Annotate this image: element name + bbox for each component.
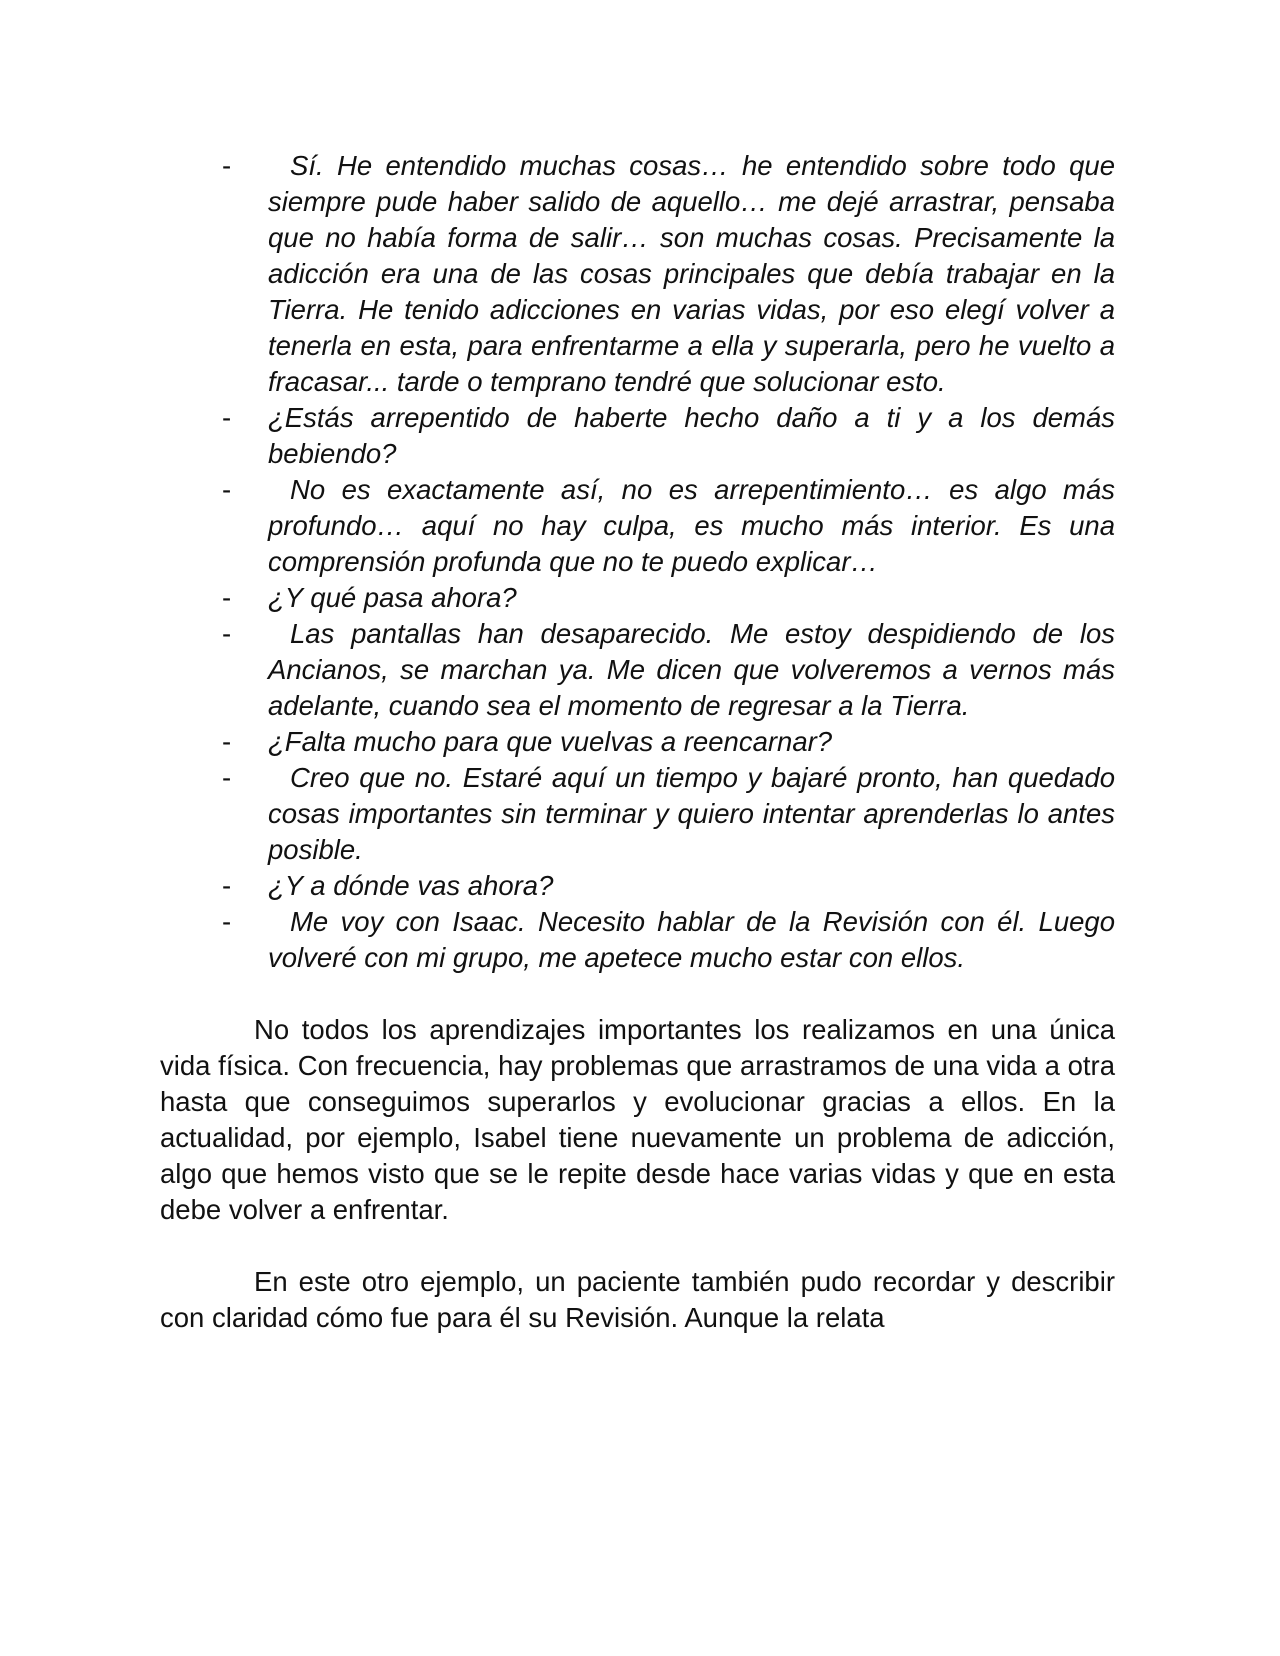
dialogue-text: Las pantallas han desaparecido. Me estoy despidiendo de los Ancianos, se marchan ya. Me dicen que volveremos a vernos más adelante, cuando sea el momento de regresar a la Tierra. xyxy=(268,618,1115,721)
dialogue-dash: - xyxy=(222,474,232,505)
dialogue-text: ¿Y a dónde vas ahora? xyxy=(268,870,554,901)
dialogue-text: Creo que no. Estaré aquí un tiempo y bajaré pronto, han quedado cosas importantes sin terminar y quiero intentar aprenderlas lo antes posible. xyxy=(268,762,1115,865)
dialogue-text: ¿Falta mucho para que vuelvas a reencarnar? xyxy=(268,726,833,757)
dialogue-dash: - xyxy=(222,906,232,937)
dialogue-list xyxy=(160,148,1115,976)
dialogue-text: Sí. He entendido muchas cosas… he entendido sobre todo que siempre pude haber salido de aquello… me dejé arrastrar, pensaba que no había forma de salir… son muchas cosas. Precisamente la adicción era una de las cosas principales que debía trabajar en la Tierra. He tenido adicciones en varias vidas, por eso elegí volver a tenerla en esta, para enfrentarme a ella y superarla, pero he vuelto a fracasar... tarde o temprano tendré que solucionar esto. xyxy=(268,150,1115,397)
dialogue-dash: - xyxy=(222,150,232,181)
dialogue-line xyxy=(160,724,1115,760)
dialogue-line xyxy=(160,580,1115,616)
dialogue-dash: - xyxy=(222,402,232,433)
dialogue-line xyxy=(160,472,1115,580)
dialogue-line xyxy=(160,400,1115,472)
dialogue-line xyxy=(160,148,1115,400)
dialogue-line xyxy=(160,616,1115,724)
dialogue-text: Me voy con Isaac. Necesito hablar de la Revisión con él. Luego volveré con mi grupo, me apetece mucho estar con ellos. xyxy=(268,906,1115,973)
dialogue-text: ¿Y qué pasa ahora? xyxy=(268,582,517,613)
body-paragraph: No todos los aprendizajes importantes los realizamos en una única vida física. Con frecuencia, hay problemas que arrastramos de una vida a otra hasta que conseguimos superarlos y evolucionar gracias a ellos. En la actualidad, por ejemplo, Isabel tiene nuevamente un problema de adicción, algo que hemos visto que se le repite desde hace varias vidas y que en esta debe volver a enfrentar. xyxy=(160,1014,1115,1225)
dialogue-dash: - xyxy=(222,870,232,901)
dialogue-text: No es exactamente así, no es arrepentimiento… es algo más profundo… aquí no hay culpa, es mucho más interior. Es una comprensión profunda que no te puedo explicar… xyxy=(268,474,1115,577)
dialogue-text: ¿Estás arrepentido de haberte hecho daño a ti y a los demás bebiendo? xyxy=(268,402,1115,469)
dialogue-line xyxy=(160,868,1115,904)
document-page xyxy=(160,148,1115,1336)
dialogue-dash: - xyxy=(222,726,232,757)
dialogue-line xyxy=(160,760,1115,868)
dialogue-dash: - xyxy=(222,582,232,613)
body-paragraph: En este otro ejemplo, un paciente también pudo recordar y describir con claridad cómo fue para él su Revisión. Aunque la relata xyxy=(160,1266,1115,1333)
dialogue-dash: - xyxy=(222,762,232,793)
dialogue-line xyxy=(160,904,1115,976)
dialogue-dash: - xyxy=(222,618,232,649)
